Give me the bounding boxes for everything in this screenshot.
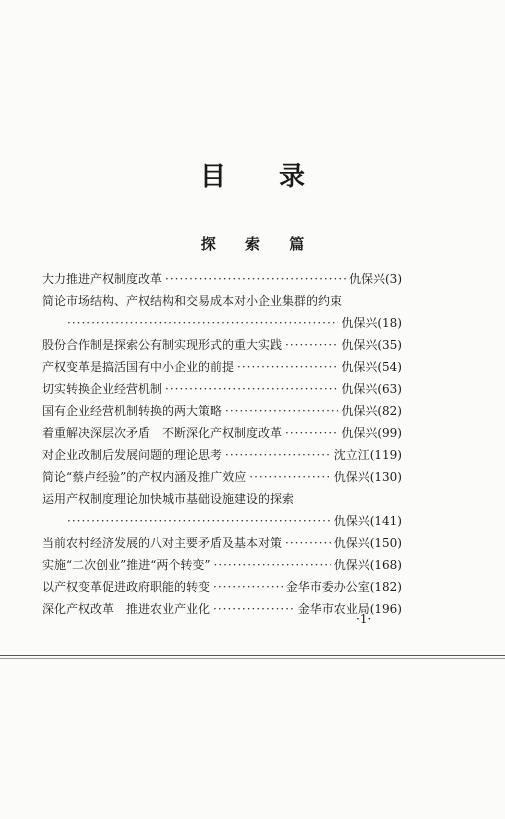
leader-dots <box>213 580 283 594</box>
toc-entry[interactable] <box>42 424 402 446</box>
toc-entry-title: 大力推进产权制度改革 <box>42 272 163 286</box>
toc-entry-title[interactable]: 简论市场结构、产权结构和交易成本对小企业集群的约束 <box>42 294 343 308</box>
toc-entry[interactable] <box>42 468 402 490</box>
toc-entry[interactable] <box>42 578 402 600</box>
toc-entry-author-page: 仇保兴(63) <box>341 382 402 396</box>
toc-entry[interactable] <box>42 600 402 622</box>
toc-entry-author-page: 沈立江(119) <box>333 448 402 462</box>
toc-entry-title: 简论“蔡卢经验”的产权内涵及推广效应 <box>42 470 247 484</box>
toc-entry[interactable] <box>42 556 402 578</box>
leader-dots <box>214 558 331 572</box>
leader-dots <box>67 316 338 330</box>
toc-entry-title: 切实转换企业经营机制 <box>42 382 163 396</box>
leader-dots <box>237 360 338 374</box>
toc-entry-title: 当前农村经济发展的八对主要矛盾及基本对策 <box>42 536 283 550</box>
toc-entry-title: 股份合作制是探索公有制实现形式的重大实践 <box>42 338 283 352</box>
leader-dots <box>165 382 338 396</box>
leader-dots <box>225 404 338 418</box>
toc-entry[interactable] <box>42 446 402 468</box>
toc-entry-author-page: 仇保兴(99) <box>341 426 402 440</box>
toc-entry-author-page: 仇保兴(130) <box>333 470 402 484</box>
toc-entry-author-page: 仇保兴(54) <box>341 360 402 374</box>
toc-entry[interactable] <box>42 358 402 380</box>
scan-edge-line <box>0 658 505 659</box>
page-number: ·1· <box>356 612 372 626</box>
toc-entry-title: 深化产权改革 推进农业产业化 <box>42 602 211 616</box>
scan-edge-line <box>0 655 505 656</box>
leader-dots <box>165 272 346 286</box>
leader-dots <box>285 536 331 550</box>
toc-entry[interactable] <box>42 336 402 358</box>
leader-dots <box>285 426 338 440</box>
leader-dots <box>225 448 331 462</box>
toc-entry-author-page: 仇保兴(35) <box>341 338 402 352</box>
section-heading: 探 索 篇 <box>200 235 317 253</box>
toc-entry[interactable] <box>42 512 402 534</box>
toc-entry-title[interactable]: 运用产权制度理论加快城市基础设施建设的探索 <box>42 492 295 506</box>
leader-dots <box>249 470 330 484</box>
toc-entry[interactable] <box>42 380 402 402</box>
toc-entry-author-page: 仇保兴(168) <box>333 558 402 572</box>
toc-entry-author-page: 金华市委办公室(182) <box>285 580 402 594</box>
toc-entry-title: 国有企业经营机制转换的两大策略 <box>42 404 223 418</box>
toc-entry-title: 实施“二次创业”推进“两个转变” <box>42 558 211 572</box>
toc-entry-title: 产权变革是搞活国有中小企业的前提 <box>42 360 235 374</box>
toc-entry-author-page: 金华市农业局(196) <box>297 602 402 616</box>
toc-entry-author-page: 仇保兴(150) <box>333 536 402 550</box>
toc-entry-author-page: 仇保兴(82) <box>341 404 402 418</box>
toc-entry-title: 以产权变革促进政府职能的转变 <box>42 580 211 594</box>
leader-dots <box>67 514 331 528</box>
toc-entry-author-page: 仇保兴(3) <box>349 272 402 286</box>
toc-entry[interactable] <box>42 270 402 292</box>
toc-entry-author-page: 仇保兴(18) <box>341 316 402 330</box>
page-title: 目 录 <box>199 162 328 192</box>
leader-dots <box>285 338 338 352</box>
toc-entry-title: 对企业改制后发展问题的理论思考 <box>42 448 223 462</box>
toc-entry-title: 着重解决深层次矛盾 不断深化产权制度改革 <box>42 426 283 440</box>
toc-entry-author-page: 仇保兴(141) <box>333 514 402 528</box>
table-of-contents <box>42 270 402 622</box>
toc-entry[interactable] <box>42 534 402 556</box>
toc-entry[interactable] <box>42 402 402 424</box>
leader-dots <box>213 602 295 616</box>
toc-entry[interactable] <box>42 314 402 336</box>
